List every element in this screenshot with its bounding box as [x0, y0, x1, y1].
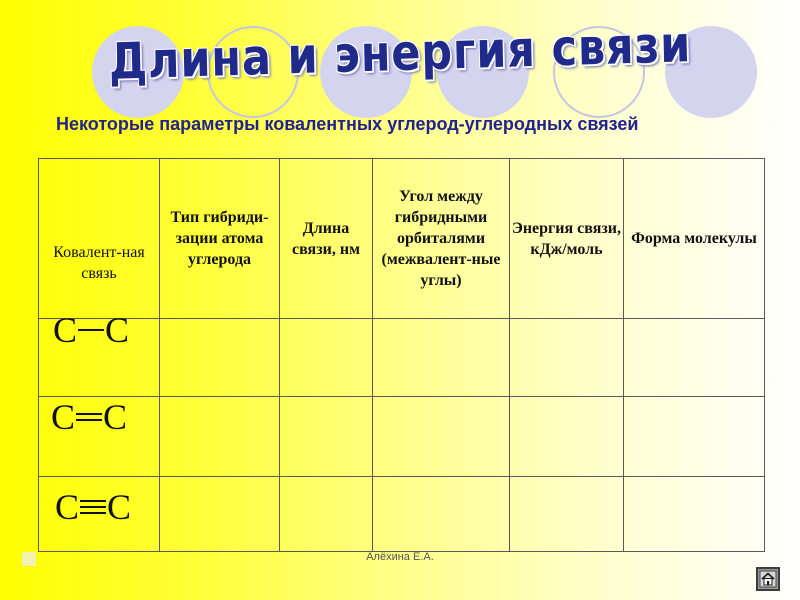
home-icon: [759, 570, 777, 588]
slide-subtitle: Некоторые параметры ковалентных углерод-углеродных связей: [56, 114, 639, 134]
table-row: [39, 319, 765, 397]
bond-cell-double: [39, 397, 160, 477]
table-cell: [373, 397, 510, 477]
table-row: [39, 477, 765, 552]
table-cell: [510, 397, 624, 477]
header-molecule-shape: Форма молекулы: [624, 159, 765, 319]
table-header-row: [39, 159, 765, 319]
bond-parameters-table: [38, 158, 765, 552]
table-cell: [510, 477, 624, 552]
atom-right: C: [103, 397, 128, 437]
atom-left: C: [55, 487, 80, 527]
bond-cell-single: [39, 310, 160, 397]
atom-left: C: [53, 310, 78, 350]
header-bond-energy: Энергия связи, кДж/моль: [510, 159, 624, 319]
double-bond-line: [76, 413, 102, 421]
table-cell: [160, 477, 280, 552]
atom-right: C: [105, 310, 130, 350]
table-row: [39, 397, 765, 477]
table-cell: [160, 319, 280, 397]
table-cell: [624, 319, 765, 397]
triple-bond-line: [80, 500, 106, 514]
table-cell: [160, 397, 280, 477]
table-cell: [280, 319, 373, 397]
table-cell: [624, 397, 765, 477]
header-bond-length: Длина связи, нм: [280, 159, 373, 319]
header-covalent-bond: Ковалент-ная связь: [39, 159, 160, 319]
footer-author: Алёхина Е.А.: [366, 551, 434, 563]
table-cell: [510, 319, 624, 397]
atom-left: C: [51, 397, 76, 437]
atom-right: C: [107, 487, 132, 527]
table-cell: [624, 477, 765, 552]
table-cell: [280, 477, 373, 552]
bond-cell-triple: [39, 477, 160, 552]
home-button[interactable]: [756, 567, 780, 591]
single-bond-formula: [53, 312, 129, 348]
header-bond-angle: Угол между гибридными орбиталями (межвалент-ные углы): [373, 159, 510, 319]
single-bond-line: [78, 329, 104, 331]
table-cell: [373, 319, 510, 397]
header-hybridization: Тип гибриди-зации атома углерода: [160, 159, 280, 319]
slide-title: Длина и энергия связи: [108, 15, 692, 91]
table-cell: [373, 477, 510, 552]
triple-bond-formula: [55, 489, 131, 525]
table-cell: [280, 397, 373, 477]
double-bond-formula: [51, 399, 127, 435]
